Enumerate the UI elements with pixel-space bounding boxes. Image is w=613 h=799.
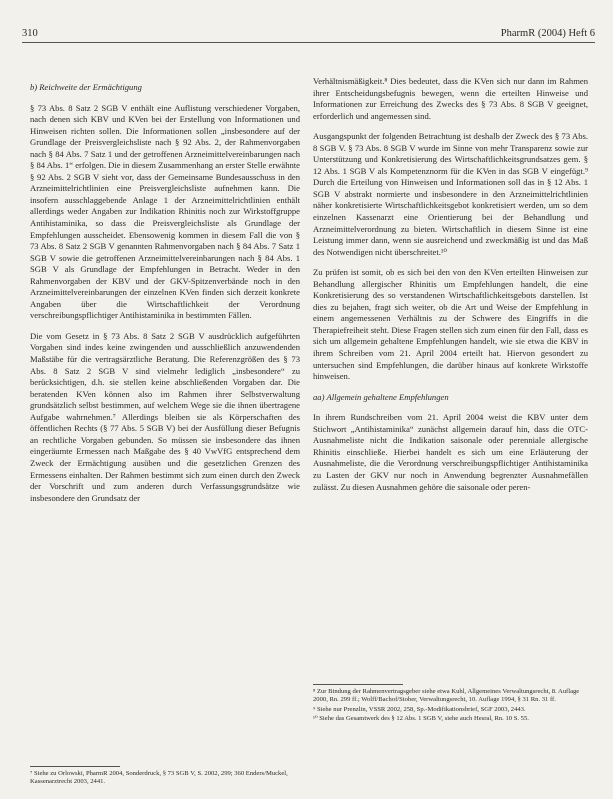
paragraph: In ihrem Rundschreiben vom 21. April 2004 weist die KBV unter dem Stichwort „Antihistaminika“ zunächst allgemein darauf hin, dass die OTC-Ausnahmeliste nicht die Indikation saisonale oder perenniale allergische Rhinitis einschließe. Hierbei handelt es sich um eine Erläuterung der Ausnahmeliste, die die Verordnung verschreibungspflichtiger Antihistaminika zu Lasten der GKV nur noch in Anwendung begrenzter Ausnahmefällen zulässt. Zu diesen Ausnahmen gehöre die saisonale oder peren- — [313, 412, 588, 492]
footnote-rule — [30, 766, 120, 767]
footnote: ⁹ Siehe nur Prenzlin, VSSR 2002, 258, Sp.-Modifikationsbrief, SGF 2003, 2443. — [313, 705, 526, 713]
footnote: ⁷ Siehe zu Orlowski, PharmR 2004, Sonderdruck, § 73 SGB V, S. 2002, 299; 360 Enders/Muckel, Kassenarztrecht 2003, 2441. — [30, 770, 288, 786]
subsection-heading: aa) Allgemein gehaltene Empfehlungen — [313, 391, 449, 402]
paragraph: Verhältnismäßigkeit.⁸ Dies bedeutet, dass die KVen sich nur dann im Rahmen ihrer Entscheidungsbefugnis bewegen, wenn die erteilten Hinweise und Informationen zur Erreichung des Zwecks des § 73 Abs. 8 SGB V geeignet, erforderlich und angemessen sind. — [313, 76, 588, 121]
footnote: ¹⁰ Siehe das Gesamtwerk des § 12 Abs. 1 SGB V, siehe auch Hesral, Rn. 10 S. 55. — [313, 714, 529, 722]
paragraph: Ausgangspunkt der folgenden Betrachtung ist deshalb der Zweck des § 73 Abs. 8 SGB V. § 73 Abs. 8 SGB V wurde im Sinne von mehr Transparenz sowie zur Unterstützung und Konkretisierung des Wirtschaftlichkeitsgrundsatzes gem. § 12 Abs. 1 SGB V als Kompetenznorm für die KVen in das SGB V eingefügt.⁹ Durch die Erteilung von Hinweisen und Informationen soll das in § 12 Abs. 1 SGB V abstrakt normierte und insbesondere in den Arzneimittelrichtlinien näher konkretisierte Wirtschaftlichkeitsgebot konkretisiert werden, um so dem einzelnen Kassenarzt eine Orientierung bei der Behandlung und Arzneimittelverordnung zu bieten. Wirtschaftlich in diesem Sinne ist eine Leistung immer dann, wenn sie ausreichend und zweckmäßig ist und das Maß des Notwendigen nicht überschreitet.¹⁰ — [313, 131, 588, 257]
right-footnotes — [313, 678, 588, 724]
footnote-rule — [313, 684, 403, 685]
section-heading: b) Reichweite der Ermächtigung — [30, 82, 142, 92]
page-number: 310 — [22, 28, 38, 39]
left-column — [30, 82, 300, 513]
paragraph: § 73 Abs. 8 Satz 2 SGB V enthält eine Auflistung verschiedener Vorgaben, nach denen sich KBV und KVen bei der Erstellung von Informationen und Hinweisen richten sollen. Die Informationen sollen „insbesondere auf der Grundlage der Preisvergleichsliste nach § 92 Abs. 2, der Rahmenvorgaben nach § 84 Abs. 7 Satz 1 und der getroffenen Arzneimittelvereinbarungen nach § 84 Abs. 1“ erfolgen. Die in diesem Zusammenhang an erster Stelle erwähnte § 92 Abs. 2 SGB V sieht vor, dass der Gemeinsame Bundesausschuss in den Arzneimittelrichtlinien eine Preisvergleichsliste aufnehmen kann. Die insofern ausschlaggebende Anlage 1 der Arzneimittelrichtlinien enthält allerdings weder Angaben zur Indikation Rhinitis noch zur Wirkstoffgruppe Antihistaminika, so dass die Preisvergleichsliste als Grundlage der Empfehlungen ausscheidet. Ebensowenig kommen in diesem Fall die von § 73 Abs. 8 Satz 2 SGB V genannten Rahmenvorgaben nach § 84 Abs. 7 Satz 1 SGB V sowie die getroffenen Arzneimittelvereinbarungen nach § 84 Abs. 1 SGB V als Grundlage der Empfehlungen in Betracht. Weder in den Rahmenvorgaben der KBV und der GKV-Spitzenverbände noch in den Arzneimittelvereinbarungen der einzelnen KVen finden sich derzeit konkrete Angaben über die Wirtschaftlichkeit der Verordnung verschreibungspflichtiger Antihistaminika in bestimmten Fällen. — [30, 102, 300, 321]
journal-reference: PharmR (2004) Heft 6 — [500, 28, 595, 39]
page-header — [22, 28, 595, 43]
left-footnotes — [30, 760, 300, 788]
right-column — [313, 76, 588, 502]
paragraph: Zu prüfen ist somit, ob es sich bei den von den KVen erteilten Hinweisen zur Behandlung allergischer Rhinitis um Empfehlungen handelt, die eine Konkretisierung des so verstandenen Wirtschaftlichkeitsgebots darstellen. Ist dies zu bejahen, fragt sich weiter, ob die Art und Weise der Empfehlung in einem angemessenen Verhältnis zu der Schwere des Eingriffs in die Therapiefreiheit steht. Diese Fragen stellen sich zum einen für den Fall, dass es sich um allgemein gehaltene Empfehlungen handelt, wie sie etwa die KBV in ihrem Schreiben vom 21. April 2004 erteilt hat. Hiervon gesondert zu untersuchen sind Empfehlungen, die darüber hinaus auf konkrete Wirkstoffe hinweisen. — [313, 267, 588, 382]
paragraph: Die vom Gesetz in § 73 Abs. 8 Satz 2 SGB V ausdrücklich aufgeführten Vorgaben sind indes keine zwingenden und ausschließlich anzuwendenden Maßstäbe für die vertragsärztliche Beratung. Die Referenzgrößen des § 73 Abs. 8 Satz 2 SGB V sind vielmehr lediglich „insbesondere“ zu berücksichtigen, d.h. sie stellen keine abschließenden Vorgaben dar. Die beratenden KVen können also im Rahmen ihrer Selbstverwaltung grundsätzlich selbst bestimmen, auf welchem Wege sie die ihnen übertragene Aufgabe wahrnehmen.⁷ Allerdings bleiben sie als Körperschaften des öffentlichen Rechts (§ 77 Abs. 5 SGB V) bei der Ausfüllung dieser Befugnis an rechtliche Vorgaben gebunden. So müssen sie insbesondere das ihnen eingeräumte Ermessen nach Maßgabe des § 40 VwVfG entsprechend dem Zweck der Ermächtigung ausüben und die gesetzlichen Grenzen des Ermessens einhalten. Der Rahmen bestimmt sich zum einen durch den Zweck der Vorschrift und zum anderen durch Verfassungsgrundsätze wie insbesondere den Grundsatz der — [30, 330, 300, 503]
footnote: ⁸ Zur Bindung der Rahmenvertragsgeber siehe etwa Kuhl, Allgemeines Verwaltungsrecht, 8. Auflage 2000, Rn. 299 ff.; Wolff/Bachof/Stober, Verwaltungsrecht, 10. Auflage 1994, § 31 Rn. 31 ff. — [313, 688, 580, 704]
